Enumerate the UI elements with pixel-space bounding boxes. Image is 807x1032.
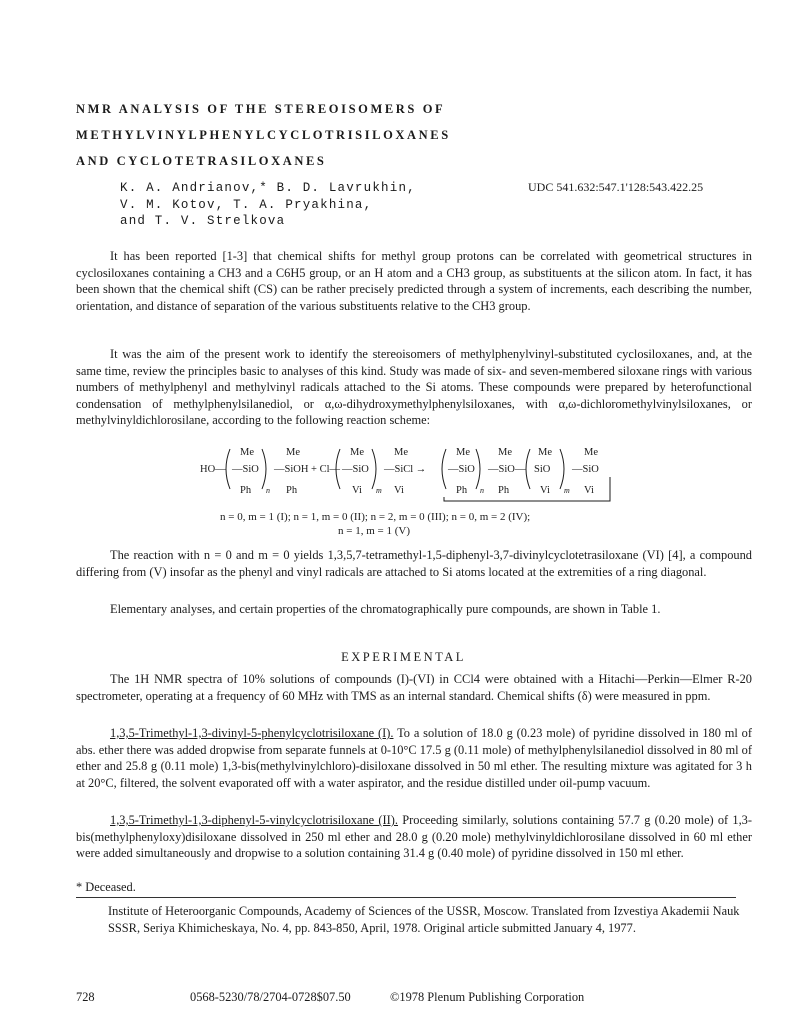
scheme-me-1: Me <box>240 447 254 458</box>
compound-1-paragraph <box>76 725 752 791</box>
scheme-vi-3: Vi <box>540 485 550 496</box>
scheme-sio-4: —SiO— <box>488 464 526 475</box>
reaction-paragraph <box>76 547 752 580</box>
article-title <box>76 96 596 174</box>
reaction-scheme <box>200 441 620 537</box>
footnote-deceased: * Deceased. <box>76 880 136 894</box>
scheme-paren-left-4 <box>526 449 530 489</box>
compound-1-name: 1,3,5-Trimethyl-1,3-divinyl-5-phenylcyclotrisiloxane (I). <box>110 726 394 740</box>
copyright: ©1978 Plenum Publishing Corporation <box>390 990 585 1004</box>
intro-p2-text: It was the aim of the present work to identify the stereoisomers of methylphenylvinyl-substituted cyclosiloxanes, and, at the same time, review the principles basic to analyses of this kind. Study was made of six- and seven-membered siloxane rings with various numbers of methylphenyl and methylvinyl radicals attached to the Si atoms. These compounds were prepared by heterofunctional condensation of methylphenylsilanediol, or α,ω-dihydroxymethylphenylsiloxanes, with α,ω-dichloromethylvinylsiloxanes, or methylvinyldichlorosilane, according to the following reaction scheme: <box>76 347 752 427</box>
scheme-ph-1: Ph <box>240 485 252 496</box>
udc-code: UDC 541.632:547.1'128:543.422.25 <box>528 180 704 194</box>
scheme-m-2: m <box>564 486 570 495</box>
nmr-paragraph-text: The 1H NMR spectra of 10% solutions of compounds (I)-(VI) in CCl4 were obtained with a Hitachi—Perkin—Elmer R-20 spectrometer, operating at a frequency of 60 MHz with TMS as an internal standard. Chemical shifts (δ) were measured in ppm. <box>76 672 752 703</box>
scheme-sicl: —SiCl → <box>384 464 427 475</box>
institute-note: Institute of Heteroorganic Compounds, Academy of Sciences of the USSR, Moscow. Translated from Izvestiya Akademii Nauk SSSR, Seriya Khimicheskaya, No. 4, pp. 843-850, April, 1978. Original article submitted January 4, 1977. <box>108 904 740 935</box>
footnote-divider <box>76 897 736 898</box>
scheme-me-8: Me <box>584 447 598 458</box>
scheme-ph-2: Ph <box>286 485 298 496</box>
scheme-me-4: Me <box>394 447 408 458</box>
scheme-sio-2: —SiO <box>342 464 369 475</box>
scheme-me-7: Me <box>538 447 552 458</box>
scheme-paren-right-3 <box>476 449 480 489</box>
scheme-m-1: m <box>376 486 382 495</box>
scheme-me-2: Me <box>286 447 300 458</box>
scheme-sio-6: —SiO <box>572 464 599 475</box>
compound-2-text: Proceeding similarly, solutions containing 57.7 g (0.20 mole) of 1,3-bis(methylphenyloxy)disiloxane dissolved in 250 ml ether and 28.0 g (0.20 mole) methylvinyldichlorosilane dissolved in 60 ml ether were added simultaneously and dropwise to a solution containing 31.4 g (0.40 mole) of pyridine dissolved in 150 ml ether. <box>76 813 752 860</box>
title-line-1: NMR ANALYSIS OF THE STEREOISOMERS OF <box>76 102 446 116</box>
scheme-n-1: n <box>266 486 270 495</box>
title-line-2: METHYLVINYLPHENYLCYCLOTRISILOXANES <box>76 128 451 142</box>
scheme-n-2: n <box>480 486 484 495</box>
compound-2-paragraph <box>76 812 752 862</box>
scheme-paren-left-1 <box>226 449 230 489</box>
elementary-paragraph <box>76 601 752 618</box>
reaction-scheme-drawing <box>200 441 620 511</box>
scheme-me-6: Me <box>498 447 512 458</box>
scheme-ho: HO— <box>200 464 226 475</box>
article-code: 0568-5230/78/2704-0728$07.50 <box>190 990 351 1004</box>
intro-paragraph-2 <box>76 346 752 429</box>
authors-line-1: K. A. Andrianov,* B. D. Lavrukhin, <box>120 181 416 195</box>
intro-paragraph-1 <box>76 248 752 314</box>
scheme-vi-4: Vi <box>584 485 594 496</box>
intro-p1-text: It has been reported [1-3] that chemical shifts for methyl group protons can be correlated with geometrical structures in cyclosiloxanes containing a CH3 and a C6H5 group, or an H atom and a CH3 group, as substituents at the silicon atom. In fact, it has been shown that the chemical shift (CS) can be rather precisely predicted through a system of increments, each describing the number, orientation, and distance of separation of the various substituents relative to the CH3 group. <box>76 249 752 313</box>
author-list <box>120 180 416 230</box>
reaction-paragraph-text: The reaction with n = 0 and m = 0 yields 1,3,5,7-tetramethyl-1,5-diphenyl-3,7-divinylcyclotetrasiloxane (VI) [4], a compound differing from (V) insofar as the phenyl and vinyl radicals are attached to Si atoms located at the extremities of a ring diagonal. <box>76 548 752 579</box>
nmr-paragraph <box>76 671 752 704</box>
scheme-me-5: Me <box>456 447 470 458</box>
scheme-paren-right-4 <box>560 449 564 489</box>
scheme-vi-2: Vi <box>394 485 404 496</box>
authors-line-3: and T. V. Strelkova <box>120 214 286 228</box>
scheme-me-3: Me <box>350 447 364 458</box>
compound-2-name: 1,3,5-Trimethyl-1,3-diphenyl-5-vinylcyclotrisiloxane (II). <box>110 813 399 827</box>
scheme-sio-1: —SiO <box>232 464 259 475</box>
scheme-vi-1: Vi <box>352 485 362 496</box>
scheme-caption-2: n = 1, m = 1 (V) <box>338 525 410 537</box>
scheme-ph-4: Ph <box>498 485 510 496</box>
authors-line-2: V. M. Kotov, T. A. Pryakhina, <box>120 197 373 212</box>
experimental-heading: EXPERIMENTAL <box>341 650 466 664</box>
scheme-ph-3: Ph <box>456 485 468 496</box>
scheme-sio-5: SiO <box>534 464 551 475</box>
compound-1-text: To a solution of 18.0 g (0.23 mole) of pyridine dissolved in 180 ml of abs. ether there was added dropwise from separate funnels at 0-10°C 17.5 g (0.11 mole) of methylphenylsilanediol dissolved in 80 ml of ether and 25.8 g (0.11 mole) 1,3-bis(methylvinylchloro)-disiloxane dissolved in 50 ml ether. The resulting mixture was agitated for 3 h at 20°C, filtered, the solvent evaporated off with a water aspirator, and the residue distilled under oil-pump vacuum. <box>76 726 752 790</box>
scheme-paren-right-1 <box>262 449 266 489</box>
scheme-paren-left-3 <box>442 449 446 489</box>
scheme-paren-right-2 <box>372 449 376 489</box>
scheme-caption-1: n = 0, m = 1 (I); n = 1, m = 0 (II); n = 2, m = 0 (III); n = 0, m = 2 (IV); <box>220 511 531 523</box>
page-number: 728 <box>76 990 95 1004</box>
scheme-sio-3: —SiO <box>448 464 475 475</box>
scheme-sioh: —SiOH + Cl— <box>274 464 341 475</box>
title-line-3: AND CYCLOTETRASILOXANES <box>76 154 327 168</box>
elementary-paragraph-text: Elementary analyses, and certain properties of the chromatographically pure compounds, are shown in Table 1. <box>110 602 661 616</box>
